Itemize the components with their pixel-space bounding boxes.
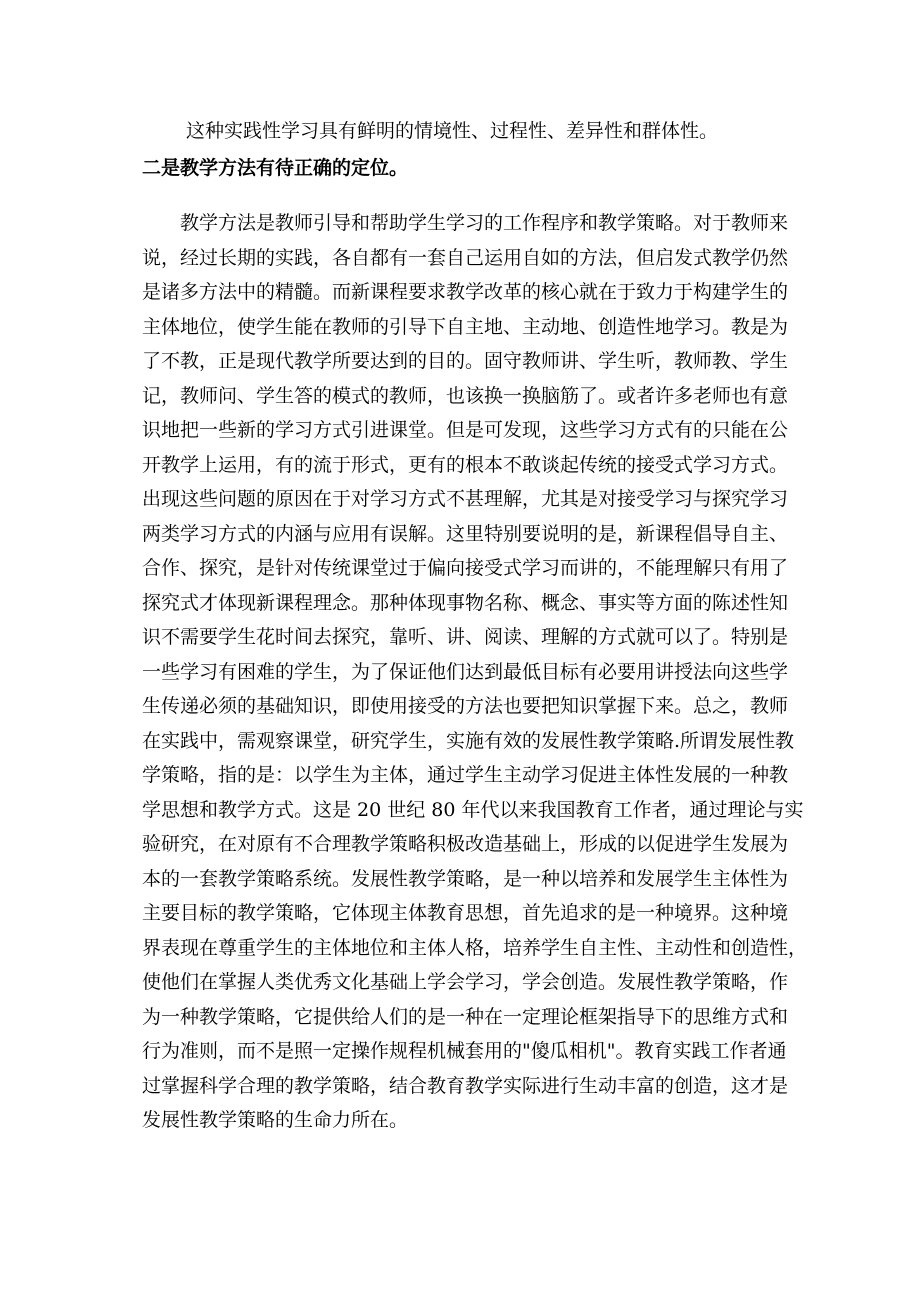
section-heading: 二是教学方法有待正确的定位。: [142, 157, 409, 179]
body-paragraph: [142, 206, 808, 1138]
paragraph-line: 在实践中，需观察课堂，研究学生，实施有效的发展性教学策略.所谓发展性教: [142, 729, 795, 752]
paragraph-line: 行为准则，而不是照一定操作规程机械套用的"傻瓜相机"。教育实践工作者通: [142, 1040, 787, 1062]
paragraph-line: 说，经过长期的实践，各自都有一套自己运用自如的方法，但启发式教学仍然: [142, 246, 789, 269]
paragraph-line: 学策略，指的是：以学生为主体，通过学生主动学习促进主体性发展的一种教: [142, 764, 789, 786]
paragraph-line: 主要目标的教学策略，它体现主体教育思想，首先追求的是一种境界。这种境: [142, 902, 789, 924]
paragraph-line: 记，教师问、学生答的模式的教师，也该换一换脑筋了。或者许多老师也有意: [142, 384, 789, 407]
paragraph-line: 一些学习有困难的学生，为了保证他们达到最低目标有必要用讲授法向这些学: [142, 660, 789, 683]
paragraph-line: 使他们在掌握人类优秀文化基础上学会学习，学会创造。发展性教学策略，作: [142, 971, 789, 993]
paragraph-line: 学思想和教学方式。这是 20 世纪 80 年代以来我国教育工作者，通过理论与实: [142, 798, 804, 821]
paragraph-line: 出现这些问题的原因在于对学习方式不甚理解，尤其是对接受学习与探究学习: [142, 488, 789, 510]
paragraph-line: 两类学习方式的内涵与应用有误解。这里特别要说明的是，新课程倡导自主、: [142, 522, 789, 545]
paragraph-line: 合作、探究，是针对传统课堂过于偏向接受式学习而讲的，不能理解只有用了: [142, 557, 789, 579]
paragraph-line: 探究式才体现新课程理念。那种体现事物名称、概念、事实等方面的陈述性知: [142, 591, 789, 614]
paragraph-line: 本的一套教学策略系统。发展性教学策略，是一种以培养和发展学生主体性为: [142, 867, 789, 890]
paragraph-line: 为一种教学策略，它提供给人们的是一种在一定理论框架指导下的思维方式和: [142, 1005, 789, 1028]
paragraph-line: 主体地位，使学生能在教师的引导下自主地、主动地、创造性地学习。教是为: [142, 315, 789, 338]
paragraph-line: 开教学上运用，有的流于形式，更有的根本不敢谈起传统的接受式学习方式。: [142, 453, 789, 476]
paragraph-line: 过掌握科学合理的教学策略，结合教育教学实际进行生动丰富的创造，这才是: [142, 1074, 789, 1097]
paragraph-line: 教学方法是教师引导和帮助学生学习的工作程序和教学策略。对于教师来: [180, 212, 789, 234]
paragraph-line: 验研究，在对原有不合理教学策略积极改造基础上，形成的以促进学生发展为: [142, 833, 789, 855]
paragraph-line: 界表现在尊重学生的主体地位和主体人格，培养学生自主性、主动性和创造性，: [142, 936, 808, 959]
paragraph-line: 是诸多方法中的精髓。而新课程要求教学改革的核心就在于致力于构建学生的: [142, 281, 789, 303]
paragraph-line: 识不需要学生花时间去探究，靠听、讲、阅读、理解的方式就可以了。特别是: [142, 626, 789, 648]
paragraph-line: 发展性教学策略的生命力所在。: [142, 1109, 409, 1131]
paragraph-line: 了不教，正是现代教学所要达到的目的。固守教师讲、学生听，教师教、学生: [142, 350, 789, 372]
intro-line: 这种实践性学习具有鲜明的情境性、过程性、差异性和群体性。: [186, 120, 719, 142]
paragraph-line: 生传递必须的基础知识，即使用接受的方法也要把知识掌握下来。总之，教师: [142, 695, 789, 717]
paragraph-line: 识地把一些新的学习方式引进课堂。但是可发现，这些学习方式有的只能在公: [142, 419, 789, 441]
